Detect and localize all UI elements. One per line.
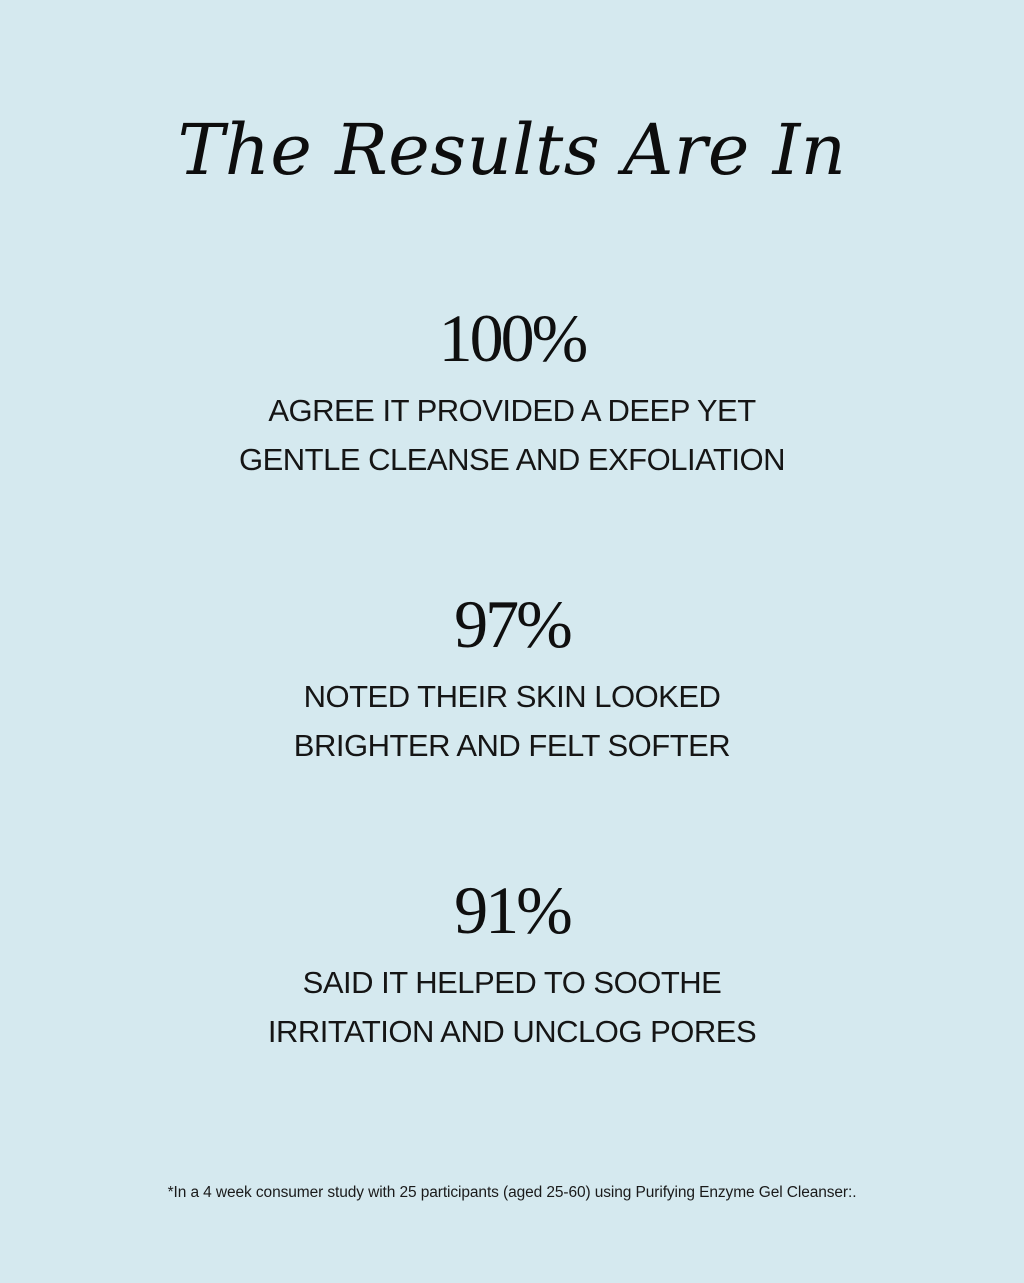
- stat-description: [0, 672, 1024, 770]
- stat-description-line: IRRITATION AND UNCLOG PORES: [267, 1014, 757, 1049]
- stat-description-line: AGREE IT PROVIDED A DEEP YET: [268, 393, 756, 428]
- stat-description-line: BRIGHTER AND FELT SOFTER: [293, 728, 731, 763]
- stat-block-2: [0, 584, 1024, 770]
- stat-description-line: NOTED THEIR SKIN LOOKED: [303, 679, 721, 714]
- page-title: The Results Are In: [177, 109, 847, 191]
- stat-percentage: 100%: [438, 300, 586, 376]
- stat-percentage: 91%: [454, 872, 570, 948]
- stat-description-line: SAID IT HELPED TO SOOTHE: [302, 965, 722, 1000]
- stat-description: [0, 958, 1024, 1056]
- stat-description: [0, 386, 1024, 484]
- stat-description-line: GENTLE CLEANSE AND EXFOLIATION: [238, 442, 785, 477]
- stat-block-3: [0, 870, 1024, 1056]
- study-footnote: *In a 4 week consumer study with 25 participants (aged 25-60) using Purifying Enzyme Gel Cleanser:.: [167, 1184, 857, 1201]
- stat-block-1: [0, 298, 1024, 484]
- stat-percentage: 97%: [454, 586, 570, 662]
